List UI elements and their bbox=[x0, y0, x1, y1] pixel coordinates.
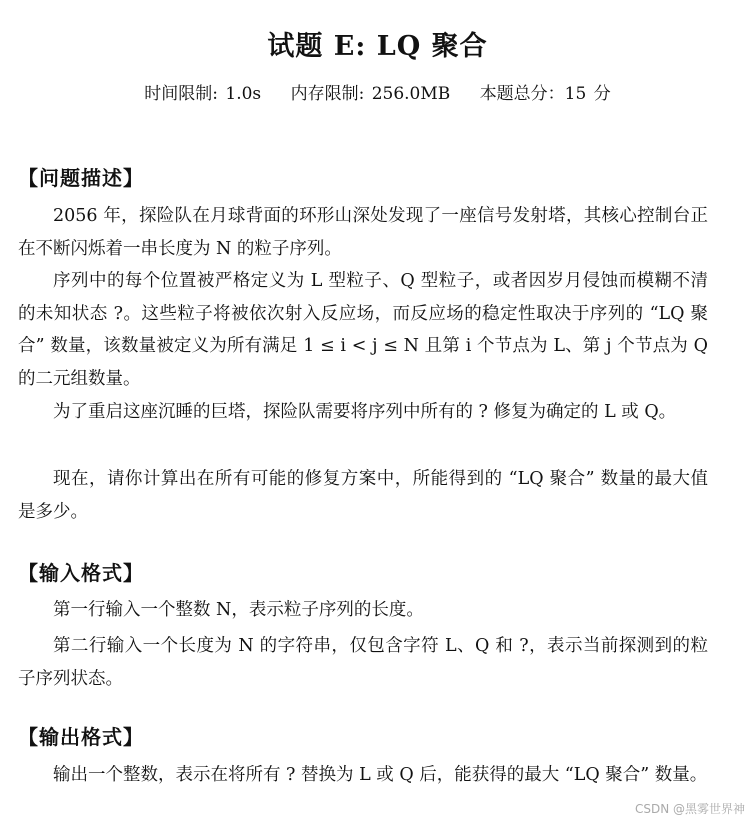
description-paragraph-3: 为了重启这座沉睡的巨塔，探险队需要将序列中所有的 ? 修复为确定的 L 或 Q。 bbox=[53, 402, 677, 422]
memory-limit: 内存限制: 256.0MB bbox=[290, 84, 451, 104]
total-score: 本题总分：15 分 bbox=[479, 84, 611, 104]
description-paragraph-1: 2056 年，探险队在月球背面的环形山深处发现了一座信号发射塔，其核心控制台正在不断闪烁着一串长度为 N 的粒子序列。 bbox=[18, 206, 708, 259]
description-paragraph-2: 序列中的每个位置被严格定义为 L 型粒子、Q 型粒子，或者因岁月侵蚀而模糊不清的未知状态 ?。这些粒子将被依次射入反应场，而反应场的稳定性取决于序列的 “LQ 聚合” 数量，该数量被定义为所有满足 1 ≤ i < j ≤ N 且第 i 个节点为 L、第 j 个节点为 Q 的二元组数量。 bbox=[18, 271, 708, 389]
output-format-paragraph-1: 输出一个整数，表示在将所有 ? 替换为 L 或 Q 后，能获得的最大 “LQ 聚合” 数量。 bbox=[53, 765, 708, 785]
description-heading: 【问题描述】 bbox=[18, 166, 144, 190]
input-format-paragraph-1: 第一行输入一个整数 N，表示粒子序列的长度。 bbox=[53, 600, 424, 620]
csdn-watermark: CSDN @黑雾世界神 bbox=[634, 802, 745, 816]
input-format-paragraph-2: 第二行输入一个长度为 N 的字符串，仅包含字符 L、Q 和 ?，表示当前探测到的粒子序列状态。 bbox=[18, 636, 708, 689]
problem-meta bbox=[0, 79, 755, 104]
time-limit: 时间限制: 1.0s bbox=[144, 84, 262, 104]
problem-title: 试题 E: LQ 聚合 bbox=[267, 31, 488, 62]
description-paragraph-4: 现在，请你计算出在所有可能的修复方案中，所能得到的 “LQ 聚合” 数量的最大值是多少。 bbox=[18, 469, 708, 522]
input-format-heading: 【输入格式】 bbox=[18, 561, 144, 585]
output-format-heading: 【输出格式】 bbox=[18, 725, 144, 749]
